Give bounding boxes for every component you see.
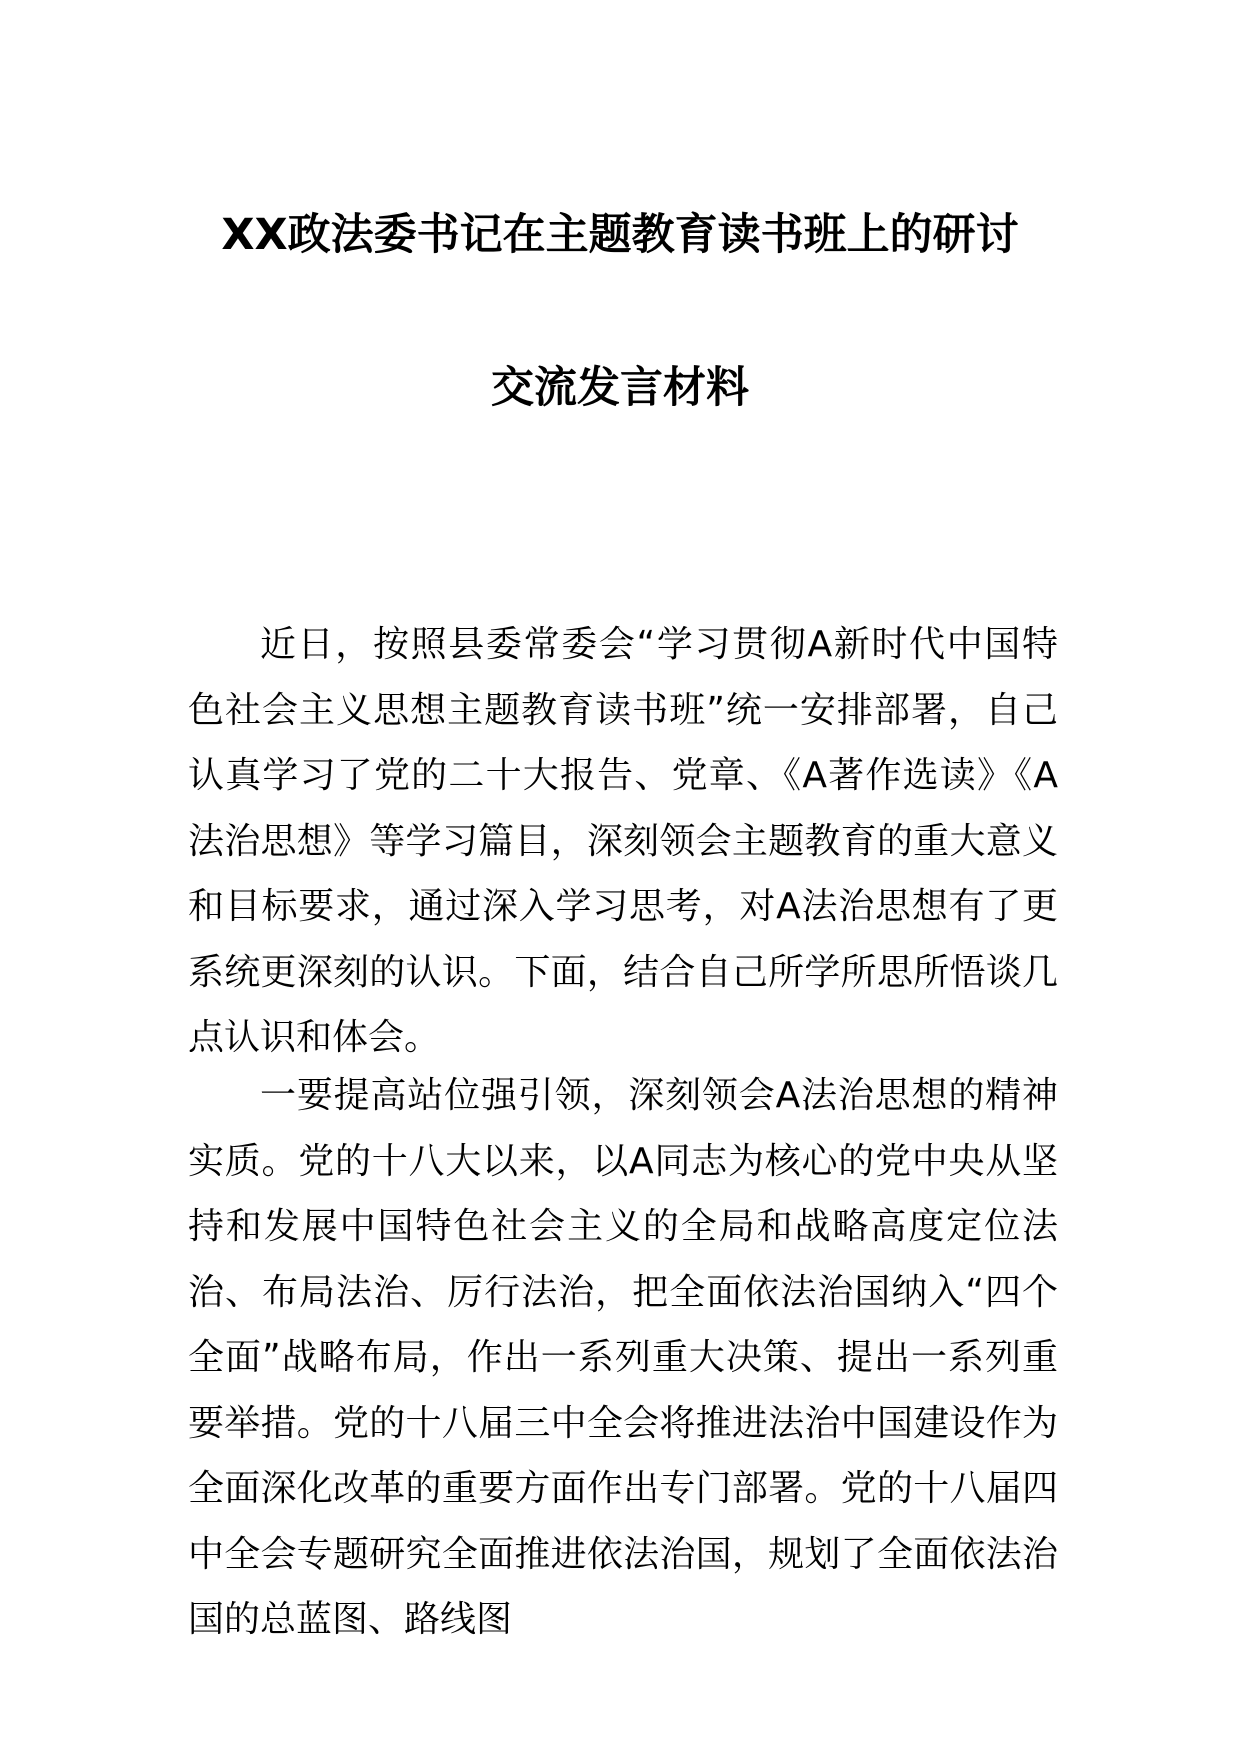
body-paragraph-2: 一要提高站位强引领，深刻领会A法治思想的精神实质。党的十八大以来，以A同志为核心的党中央从坚持和发展中国特色社会主义的全局和战略高度定位法治、布局法治、厉行法治，把全面依法治国纳入“四个全面”战略布局，作出一系列重大决策、提出一系列重要举措。党的十八届三中全会将推进法治中国建设作为全面深化改革的重要方面作出专门部署。党的十八届四中全会专题研究全面推进依法治国，规划了全面依法治国的总蓝图、路线图 xyxy=(188,1075,1058,1640)
body-paragraph-1: 近日，按照县委常委会“学习贯彻A新时代中国特色社会主义思想主题教育读书班”统一安排部署，自己认真学习了党的二十大报告、党章、《A著作选读》《A法治思想》等学习篇目，深刻领会主题教育的重大意义和目标要求，通过深入学习思考，对A法治思想有了更系统更深刻的认识。下面，结合自己所学所思所悟谈几点认识和体会。 xyxy=(188,624,1058,1058)
document-title-line-2: 交流发言材料 xyxy=(491,363,749,413)
document-title-line-1: XX政法委书记在主题教育读书班上的研讨 xyxy=(221,210,1019,260)
